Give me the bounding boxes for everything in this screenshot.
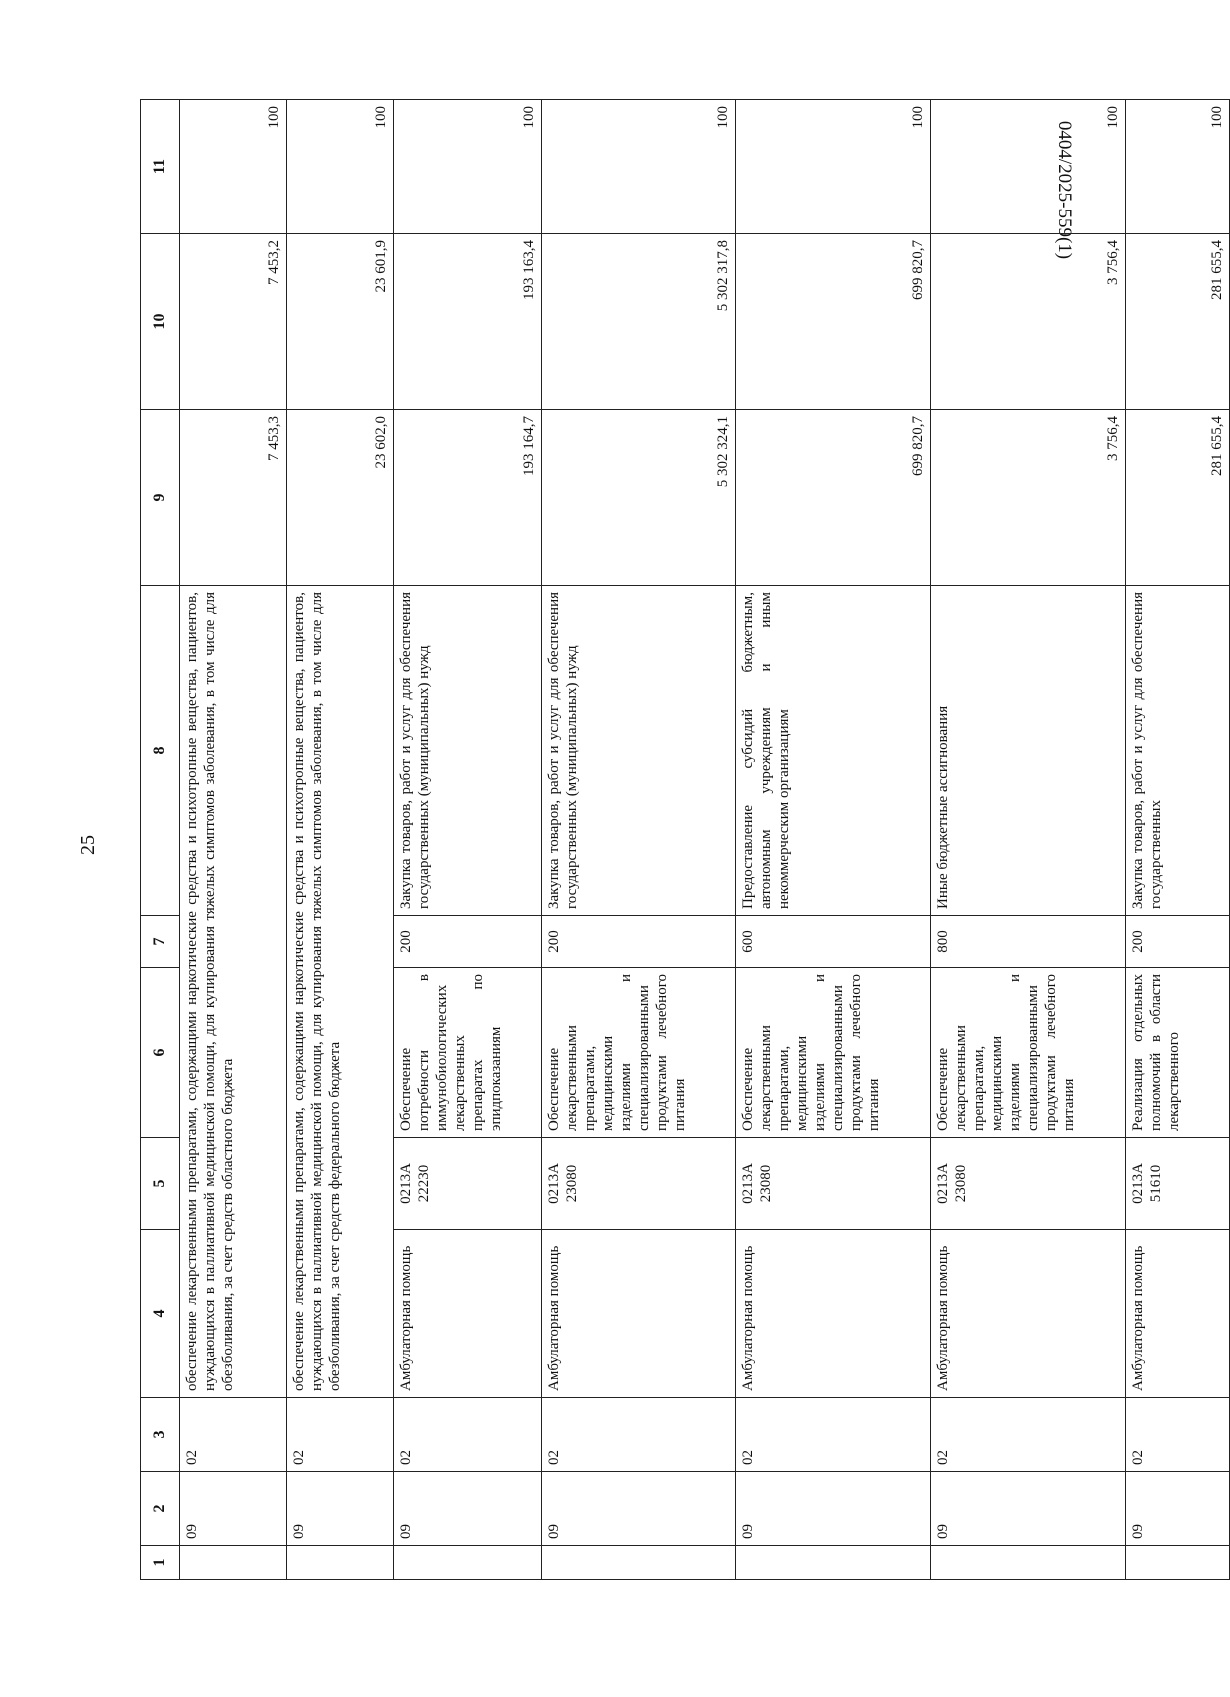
cell-section: 09 [930, 1472, 1125, 1546]
table-row [541, 100, 736, 1580]
cell-expense-type: 200 [541, 916, 736, 968]
cell-planned: 193 164,7 [393, 410, 541, 586]
cell-actual: 23 601,9 [286, 234, 393, 410]
cell-target-code: 0213А 22230 [393, 1138, 541, 1230]
cell-planned: 3 756,4 [930, 410, 1125, 586]
cell-subsection: 02 [393, 1398, 541, 1472]
cell-actual: 3 756,4 [930, 234, 1125, 410]
cell-subsection: 02 [736, 1398, 931, 1472]
table-row [736, 100, 931, 1580]
document-code: 0404/2025-559(1) [1054, 120, 1075, 260]
cell-subsection: 02 [541, 1398, 736, 1472]
column-header: 2 [141, 1472, 180, 1546]
cell-actual: 193 163,4 [393, 234, 541, 410]
cell-subsection: 02 [179, 1398, 286, 1472]
cell-percent: 100 [541, 100, 736, 234]
cell-target-code: 0213А 23080 [736, 1138, 931, 1230]
cell-planned: 7 453,3 [179, 410, 286, 586]
cell-expense-name: Закупка товаров, работ и услуг для обеспечения государственных [1125, 586, 1229, 916]
cell-activity: Обеспечение лекарственными препаратами, медицинскими изделиями и специализированными продуктами лечебного питания [541, 968, 736, 1138]
cell-section: 09 [393, 1472, 541, 1546]
column-header: 4 [141, 1230, 180, 1398]
cell-care-type: Амбулаторная помощь [1125, 1230, 1229, 1398]
cell-expense-name: Иные бюджетные ассигнования [930, 586, 1125, 916]
cell-activity: Обеспечение лекарственными препаратами, медицинскими изделиями и специализированными продуктами лечебного питания [736, 968, 931, 1138]
cell-planned: 699 820,7 [736, 410, 931, 586]
rotated-table-container [140, 100, 1230, 1580]
cell-care-type: Амбулаторная помощь [736, 1230, 931, 1398]
cell-percent: 100 [286, 100, 393, 234]
cell-planned: 281 655,4 [1125, 410, 1229, 586]
cell-actual: 281 655,4 [1125, 234, 1229, 410]
column-header: 10 [141, 234, 180, 410]
cell-description: обеспечение лекарственными препаратами, содержащими наркотические средства и психотропные вещества, пациентов, нуждающихся в паллиативной медицинской помощи, для купирования тяжелых симптомов заболевания, в том числе для обезболивания, за счет средств федерального бюджета [286, 586, 393, 1398]
cell-care-type: Амбулаторная помощь [930, 1230, 1125, 1398]
cell-actual: 699 820,7 [736, 234, 931, 410]
column-header: 6 [141, 968, 180, 1138]
table-row [930, 100, 1125, 1580]
cell-subsection: 02 [930, 1398, 1125, 1472]
cell-target-code: 0213А 51610 [1125, 1138, 1229, 1230]
page-number: 25 [77, 835, 99, 855]
column-header: 9 [141, 410, 180, 586]
cell-percent: 100 [930, 100, 1125, 234]
cell-actual: 7 453,2 [179, 234, 286, 410]
cell-empty [1125, 1546, 1229, 1580]
table-row [393, 100, 541, 1580]
column-header: 7 [141, 916, 180, 968]
column-header: 11 [141, 100, 180, 234]
column-header: 8 [141, 586, 180, 916]
cell-care-type: Амбулаторная помощь [393, 1230, 541, 1398]
table-row [179, 100, 286, 1580]
cell-expense-name: Предоставление субсидий бюджетным, автономным учреждениям и иным некоммерческим организациям [736, 586, 931, 916]
table-row [1125, 100, 1229, 1580]
cell-description: обеспечение лекарственными препаратами, содержащими наркотические средства и психотропные вещества, пациентов, нуждающихся в паллиативной медицинской помощи, для купирования тяжелых симптомов заболевания, в том числе для обезболивания, за счет средств областного бюджета [179, 586, 286, 1398]
cell-subsection: 02 [1125, 1398, 1229, 1472]
cell-expense-type: 800 [930, 916, 1125, 968]
header-row [141, 100, 180, 1580]
cell-expense-type: 200 [393, 916, 541, 968]
cell-empty [179, 1546, 286, 1580]
cell-activity: Обеспечение лекарственными препаратами, медицинскими изделиями и специализированными продуктами лечебного питания [930, 968, 1125, 1138]
cell-expense-name: Закупка товаров, работ и услуг для обеспечения государственных (муниципальных) нужд [393, 586, 541, 916]
table-row [286, 100, 393, 1580]
cell-target-code: 0213А 23080 [541, 1138, 736, 1230]
cell-empty [736, 1546, 931, 1580]
cell-planned: 5 302 324,1 [541, 410, 736, 586]
cell-section: 09 [1125, 1472, 1229, 1546]
cell-actual: 5 302 317,8 [541, 234, 736, 410]
column-header: 3 [141, 1398, 180, 1472]
cell-target-code: 0213А 23080 [930, 1138, 1125, 1230]
cell-expense-type: 600 [736, 916, 931, 968]
cell-care-type: Амбулаторная помощь [541, 1230, 736, 1398]
cell-empty [541, 1546, 736, 1580]
cell-percent: 100 [393, 100, 541, 234]
cell-percent: 100 [736, 100, 931, 234]
cell-subsection: 02 [286, 1398, 393, 1472]
cell-expense-name: Закупка товаров, работ и услуг для обеспечения государственных (муниципальных) нужд [541, 586, 736, 916]
cell-empty [393, 1546, 541, 1580]
cell-empty [286, 1546, 393, 1580]
cell-planned: 23 602,0 [286, 410, 393, 586]
column-header: 5 [141, 1138, 180, 1230]
cell-activity: Реализация отдельных полномочий в области лекарственного [1125, 968, 1229, 1138]
cell-expense-type: 200 [1125, 916, 1229, 968]
cell-activity: Обеспечение потребности в иммунобиологических лекарственных препаратах по эпидпоказаниям [393, 968, 541, 1138]
column-header: 1 [141, 1546, 180, 1580]
cell-section: 09 [541, 1472, 736, 1546]
cell-section: 09 [736, 1472, 931, 1546]
cell-percent: 100 [179, 100, 286, 234]
cell-empty [930, 1546, 1125, 1580]
budget-table [140, 99, 1230, 1580]
cell-section: 09 [286, 1472, 393, 1546]
cell-percent: 100 [1125, 100, 1229, 234]
cell-section: 09 [179, 1472, 286, 1546]
